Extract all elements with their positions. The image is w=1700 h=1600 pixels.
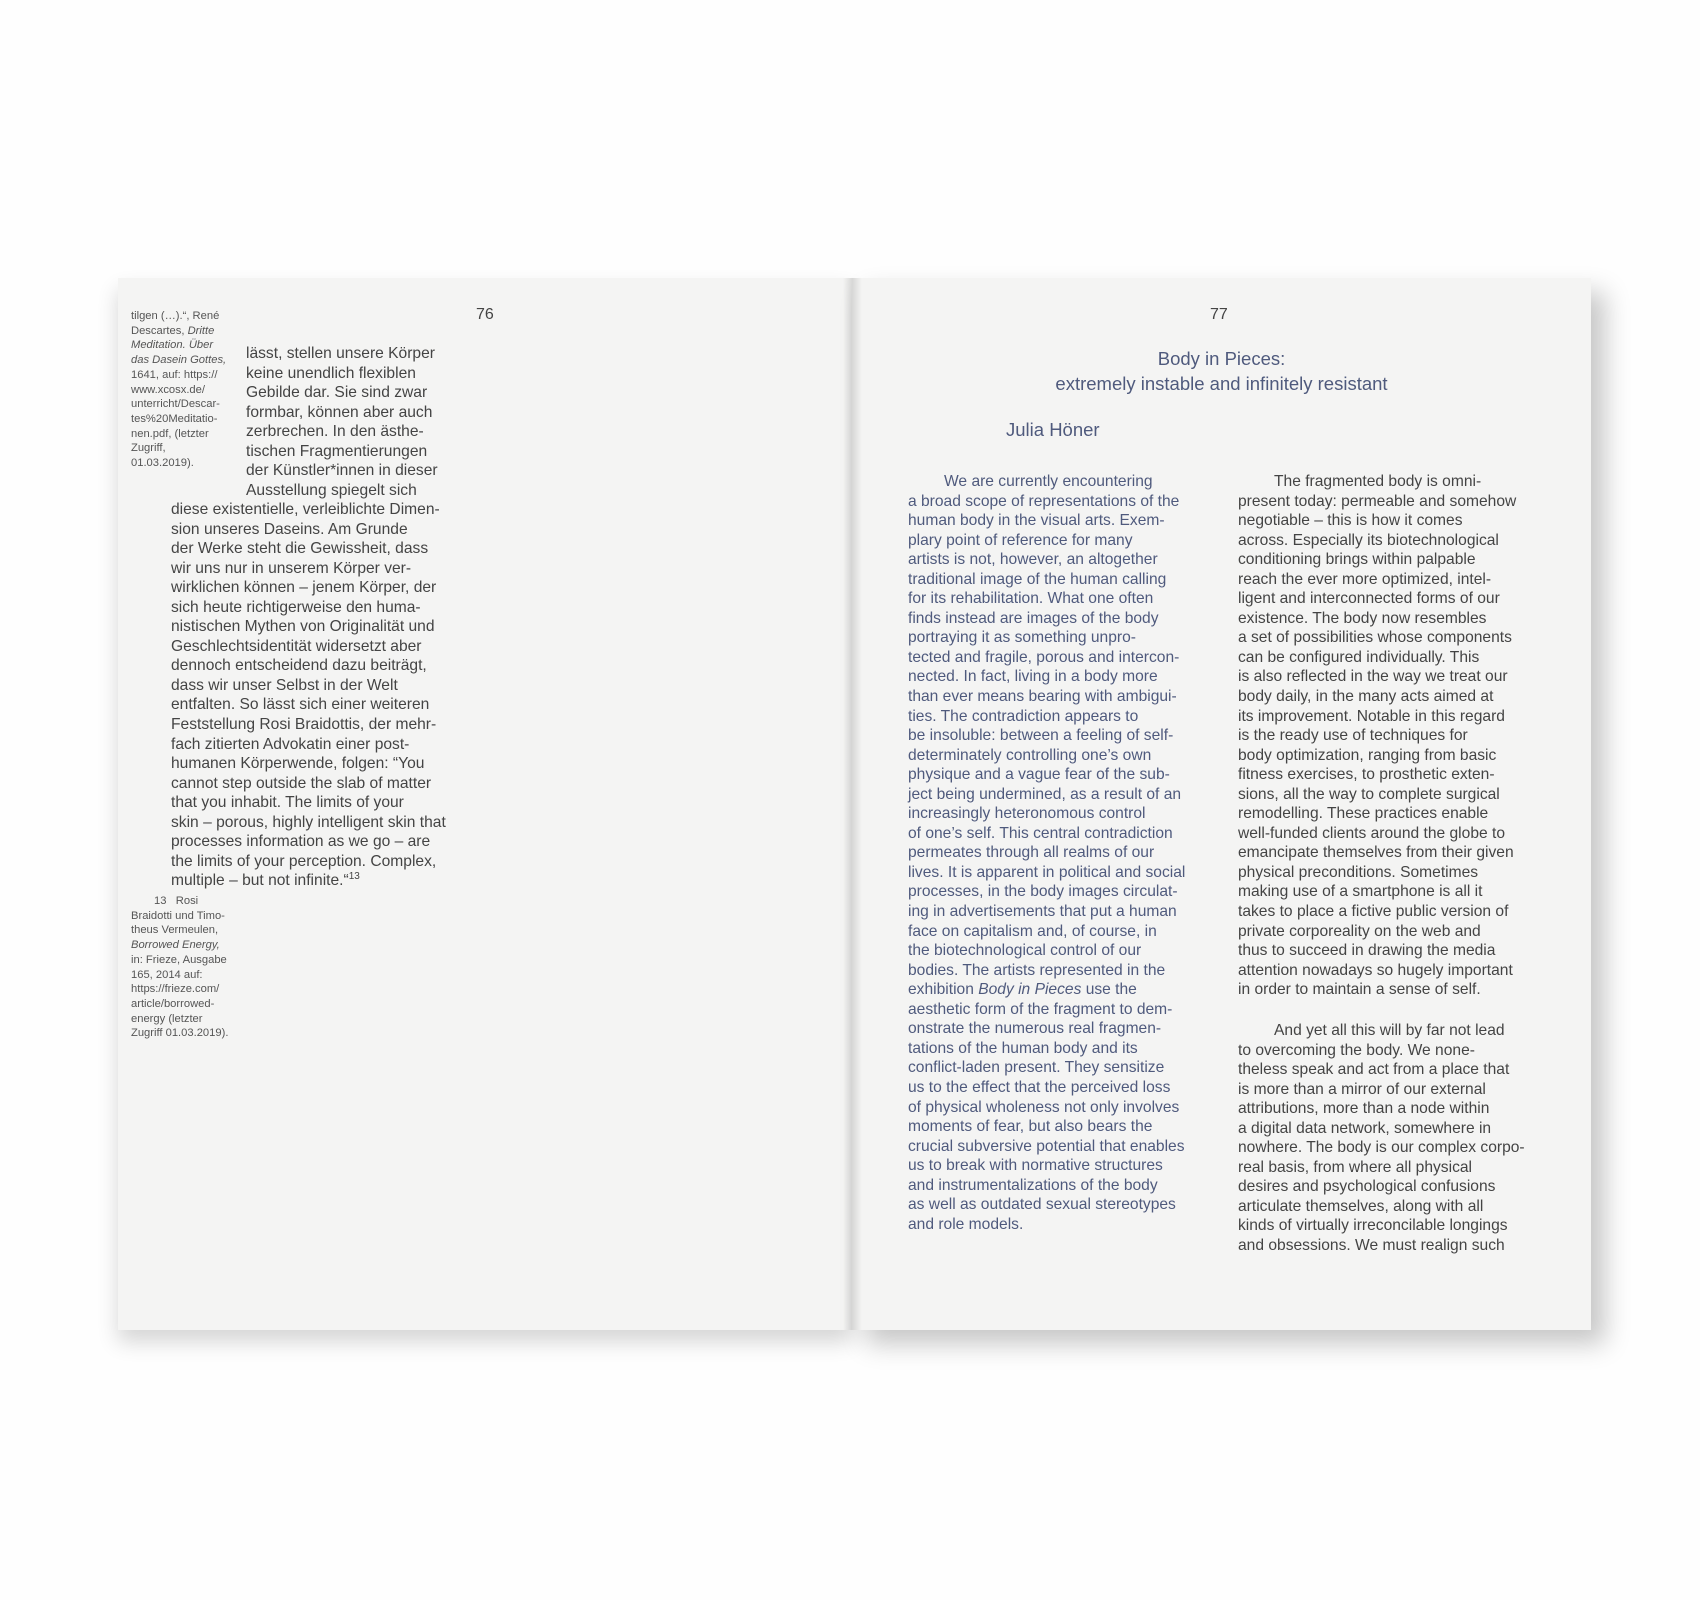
footnote-line: 165, 2014 auf: xyxy=(131,968,203,981)
body-line: Ausstellung spiegelt sich xyxy=(246,481,417,499)
column-line: We are currently encountering xyxy=(944,473,1153,490)
column-line: and obsessions. We must realign such xyxy=(1238,1237,1505,1255)
column-line: artists is not, however, an altogether xyxy=(908,551,1158,569)
column-line: ligent and interconnected forms of our xyxy=(1238,590,1500,608)
body-line: zerbrechen. In den ästhe- xyxy=(246,423,424,441)
column-line: emancipate themselves from their given xyxy=(1238,844,1514,862)
body-line: sich heute richtigerweise den huma- xyxy=(171,598,421,616)
column-line: thus to succeed in drawing the media xyxy=(1238,942,1496,960)
column-line: lives. It is apparent in political and social xyxy=(908,863,1186,881)
article-subtitle: extremely instable and infinitely resistant xyxy=(1055,373,1388,394)
column-line: and role models. xyxy=(908,1215,1024,1233)
column-line: private corporeality on the web and xyxy=(1238,922,1481,940)
body-line: dennoch entscheidend dazu beiträgt, xyxy=(171,657,427,675)
gutter-shadow xyxy=(843,278,852,1330)
column-line: articulate themselves, along with all xyxy=(1238,1197,1484,1215)
column-line: determinately controlling one’s own xyxy=(908,746,1152,764)
column-line: moments of fear, but also bears the xyxy=(908,1118,1153,1136)
column-line: of one’s self. This central contradiction xyxy=(908,824,1173,842)
body-line: entfalten. So lässt sich einer weiteren xyxy=(171,696,430,714)
column-line: desires and psychological confusions xyxy=(1238,1178,1496,1196)
column-line: tations of the human body and its xyxy=(908,1039,1138,1057)
column-line: existence. The body now resembles xyxy=(1238,609,1487,627)
column-line: ject being undermined, as a result of an xyxy=(908,785,1182,803)
column-line: is also reflected in the way we treat our xyxy=(1238,668,1508,686)
column-line: of physical wholeness not only involves xyxy=(908,1098,1180,1116)
body-line: skin – porous, highly intelligent skin that xyxy=(171,813,446,831)
column-line: nowhere. The body is our complex corpo- xyxy=(1238,1139,1525,1157)
footnote-line: unterricht/Descar- xyxy=(131,398,220,411)
footnote-line: article/borrowed- xyxy=(131,997,215,1010)
footnote-line: 1641, auf: https:// xyxy=(131,368,218,381)
body-line: fach zitierten Advokatin einer post- xyxy=(171,735,410,753)
column-line: making use of a smartphone is all it xyxy=(1238,883,1483,901)
footnote-bottom xyxy=(131,894,228,1041)
gutter-shadow-right xyxy=(852,278,862,1330)
footnote-line: Zugriff 01.03.2019). xyxy=(131,1027,229,1040)
text-column-1 xyxy=(908,472,1185,1234)
text-column-2-paragraph-1 xyxy=(1238,472,1516,1000)
column-line: finds instead are images of the body xyxy=(908,609,1159,627)
body-line: der Werke steht die Gewissheit, dass xyxy=(171,540,429,558)
column-line: sions, all the way to complete surgical xyxy=(1238,785,1500,803)
column-line: bodies. The artists represented in the xyxy=(908,961,1166,979)
left-page xyxy=(118,278,852,1330)
column-line: well-funded clients around the globe to xyxy=(1238,824,1506,842)
author-name: Julia Höner xyxy=(1006,419,1100,440)
footnote-top xyxy=(131,309,226,471)
column-line: reach the ever more optimized, intel- xyxy=(1238,570,1492,588)
column-line: its improvement. Notable in this regard xyxy=(1238,707,1505,725)
footnote-line: Braidotti und Timo- xyxy=(131,909,225,922)
footnote-line: Descartes, Dritte xyxy=(131,324,215,337)
column-line: crucial subversive potential that enables xyxy=(908,1137,1185,1155)
column-line: us to break with normative structures xyxy=(908,1157,1163,1175)
column-line: body daily, in the many acts aimed at xyxy=(1238,688,1494,706)
body-line: lässt, stellen unsere Körper xyxy=(246,345,435,362)
column-line: a broad scope of representations of the xyxy=(908,492,1180,510)
book-spread xyxy=(118,278,1591,1330)
footnote-line: tilgen (…).“, René xyxy=(131,310,220,322)
body-line: multiple – but not infinite.“$^{13}$ xyxy=(171,871,360,890)
column-line: conflict-laden present. They sensitize xyxy=(908,1059,1165,1077)
column-line: fitness exercises, to prosthetic exten- xyxy=(1238,766,1495,784)
body-line: the limits of your perception. Complex, xyxy=(171,852,437,870)
column-line: ties. The contradiction appears to xyxy=(908,707,1139,725)
body-line: Gebilde dar. Sie sind zwar xyxy=(246,384,428,402)
body-line: keine unendlich flexiblen xyxy=(246,364,416,382)
column-line: remodelling. These practices enable xyxy=(1238,805,1489,823)
column-line: nected. In fact, living in a body more xyxy=(908,668,1158,686)
page-number-left: 76 xyxy=(476,306,494,323)
footnote-line: nen.pdf, (letzter xyxy=(131,427,209,440)
column-line: processes, in the body images circulat- xyxy=(908,883,1178,901)
text-column-2-paragraph-2 xyxy=(1238,1021,1525,1256)
footnote-line: 01.03.2019). xyxy=(131,457,194,470)
column-line: body optimization, ranging from basic xyxy=(1238,746,1497,764)
column-line: to overcoming the body. We none- xyxy=(1238,1041,1475,1059)
column-line: be insoluble: between a feeling of self- xyxy=(908,727,1174,745)
column-line: The fragmented body is omni- xyxy=(1274,473,1482,490)
column-line: present today: permeable and somehow xyxy=(1238,492,1517,510)
column-line: aesthetic form of the fragment to dem- xyxy=(908,1000,1173,1018)
footnote-line: das Dasein Gottes, xyxy=(131,354,227,367)
column-line: permeates through all realms of our xyxy=(908,844,1155,862)
column-line: and instrumentalizations of the body xyxy=(908,1176,1158,1194)
body-line: wir uns nur in unserem Körper ver- xyxy=(171,559,412,577)
body-line: Feststellung Rosi Braidottis, der mehr- xyxy=(171,716,437,734)
footnote-line: Borrowed Energy, xyxy=(131,939,220,952)
column-line: negotiable – this is how it comes xyxy=(1238,512,1463,530)
footnote-line: tes%20Meditatio- xyxy=(131,412,218,425)
column-line: exhibition Body in Pieces use the xyxy=(908,981,1137,999)
column-line: is the ready use of techniques for xyxy=(1238,727,1468,745)
footnote-marker: 13 xyxy=(348,871,360,883)
right-page xyxy=(852,278,1591,1330)
column-line: physique and a vague fear of the sub- xyxy=(908,766,1170,784)
footnote-line: Meditation. Über xyxy=(131,339,214,352)
column-line: face on capitalism and, of course, in xyxy=(908,922,1157,940)
body-text-indented xyxy=(246,344,438,500)
footnote-line: energy (letzter xyxy=(131,1012,203,1025)
column-line: kinds of virtually irreconcilable longings xyxy=(1238,1217,1508,1235)
column-line: attributions, more than a node within xyxy=(1238,1100,1490,1118)
body-line: processes information as we go – are xyxy=(171,833,431,851)
body-line: that you inhabit. The limits of your xyxy=(171,794,404,812)
body-line: sion unseres Daseins. Am Grunde xyxy=(171,520,408,538)
footnote-line: https://frieze.com/ xyxy=(131,983,220,996)
body-line: tischen Fragmentierungen xyxy=(246,442,428,460)
footnote-line: www.xcosx.de/ xyxy=(131,383,205,396)
column-line: increasingly heteronomous control xyxy=(908,805,1146,823)
column-line: tected and fragile, porous and intercon- xyxy=(908,648,1180,666)
column-line: a digital data network, somewhere in xyxy=(1238,1119,1492,1137)
column-line: can be configured individually. This xyxy=(1238,648,1480,666)
column-line: the biotechnological control of our xyxy=(908,942,1142,960)
footnote-line: in: Frieze, Ausgabe xyxy=(131,953,227,966)
footnote-line: Zugriff, xyxy=(131,442,166,455)
column-line: across. Especially its biotechnological xyxy=(1238,531,1499,549)
footnote-line: 13 Rosi xyxy=(154,895,199,907)
article-title: Body in Pieces: xyxy=(1157,348,1286,369)
body-line: diese existentielle, verleiblichte Dimen- xyxy=(171,501,440,518)
column-line: traditional image of the human calling xyxy=(908,570,1167,588)
column-line: in order to maintain a sense of self. xyxy=(1238,981,1481,999)
body-line: humanen Körperwende, folgen: “You xyxy=(171,755,425,773)
body-text-full xyxy=(171,500,446,891)
column-line: plary point of reference for many xyxy=(908,531,1133,549)
column-line: attention nowadays so hugely important xyxy=(1238,961,1513,979)
body-line: formbar, können aber auch xyxy=(246,403,433,421)
column-line: theless speak and act from a place that xyxy=(1238,1061,1510,1079)
body-line: cannot step outside the slab of matter xyxy=(171,774,432,792)
body-line: der Künstler*innen in dieser xyxy=(246,462,438,480)
column-line: than ever means bearing with ambigui- xyxy=(908,688,1177,706)
body-line: nistischen Mythen von Originalität und xyxy=(171,618,435,636)
body-line: dass wir unser Selbst in der Welt xyxy=(171,676,398,694)
column-line: physical preconditions. Sometimes xyxy=(1238,863,1479,881)
column-line: us to the effect that the perceived loss xyxy=(908,1078,1171,1096)
column-line: for its rehabilitation. What one often xyxy=(908,590,1154,608)
column-line: ing in advertisements that put a human xyxy=(908,903,1177,921)
column-line: conditioning brings within palpable xyxy=(1238,551,1476,569)
column-line: a set of possibilities whose components xyxy=(1238,629,1512,647)
body-line: wirklichen können – jenem Körper, der xyxy=(171,579,437,597)
footnote-line: theus Vermeulen, xyxy=(131,924,219,937)
column-line: real basis, from where all physical xyxy=(1238,1158,1472,1176)
page-number-right: 77 xyxy=(1210,306,1228,323)
column-line: portraying it as something unpro- xyxy=(908,629,1136,647)
column-line: And yet all this will by far not lead xyxy=(1274,1022,1505,1039)
column-line: is more than a mirror of our external xyxy=(1238,1080,1486,1098)
column-line: human body in the visual arts. Exem- xyxy=(908,512,1165,530)
column-line: as well as outdated sexual stereotypes xyxy=(908,1196,1176,1214)
body-line: Geschlechtsidentität widersetzt aber xyxy=(171,637,422,655)
column-line: onstrate the numerous real fragmen- xyxy=(908,1020,1162,1038)
column-line: takes to place a fictive public version of xyxy=(1238,903,1509,921)
